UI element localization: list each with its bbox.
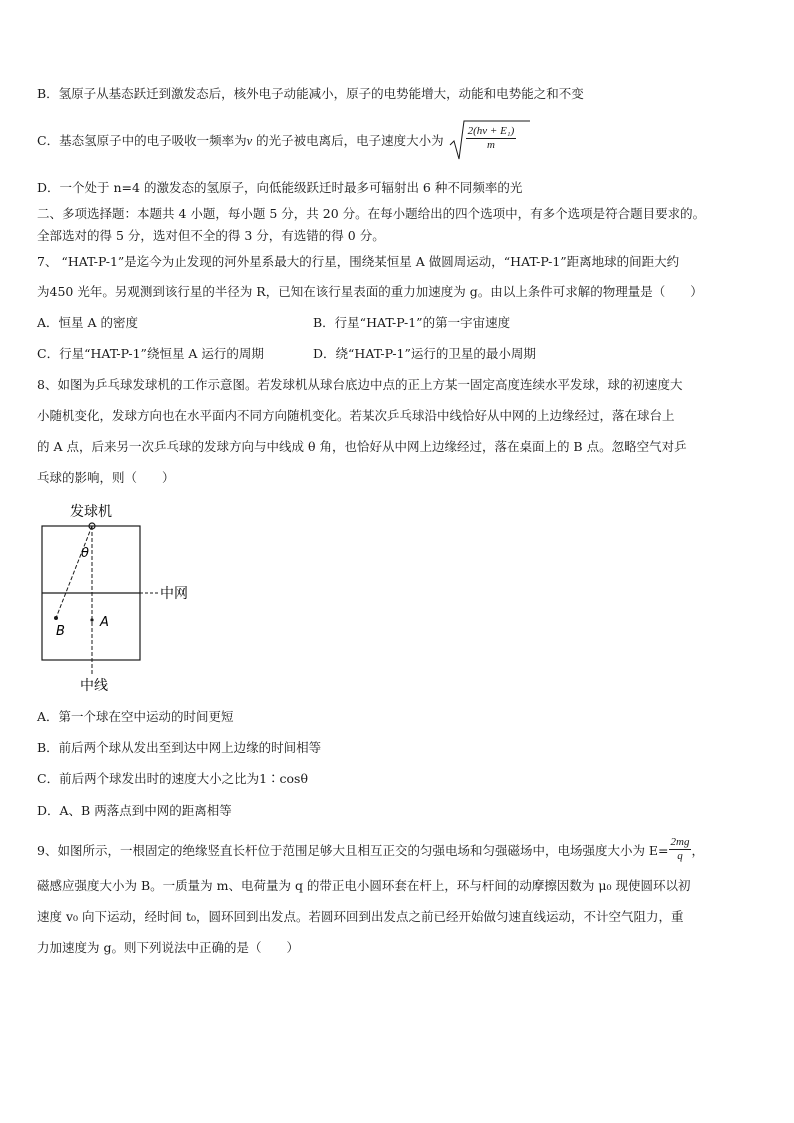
q8-option-c: C．前后两个球发出时的速度大小之比为1∶cosθ: [37, 771, 308, 786]
q6-option-c-formula: [448, 125, 517, 152]
q9-stem-line1-suffix: ，: [691, 843, 704, 858]
q6-formula-denominator: m: [486, 139, 495, 151]
q9-fraction-denominator: q: [677, 850, 683, 862]
q9-stem-line2: 磁感应强度大小为 B。一质量为 m、电荷量为 q 的带正电小圆环套在杆上，环与杆间的动摩擦因数为 μ₀ 现使圆环以初: [37, 878, 691, 893]
q7-options-row2: [37, 344, 536, 362]
q6-option-c-prefix: C．基态氢原子中的电子吸收一频率为: [37, 133, 247, 148]
q8-option-d: D．A、B 两落点到中网的距离相等: [37, 803, 232, 818]
q6-option-c: [37, 125, 516, 155]
q9-stem-line3: 速度 v₀ 向下运动，经时间 t₀，圆环回到出发点。若圆环回到出发点之前已经开始做匀速直线运动，不计空气阻力，重: [37, 909, 684, 924]
q7-options-row1: [37, 313, 510, 331]
q8-stem-line1: 8、如图为乒乓球发球机的工作示意图。若发球机从球台底边中点的正上方某一固定高度连续水平发球，球的初速度大: [37, 377, 683, 392]
q6-formula-numerator: 2(hν + E₁): [467, 125, 515, 137]
q9-stem-line1: [37, 838, 704, 865]
section2-line2: 全部选对的得 5 分，选对但不全的得 3 分，有选错的得 0 分。: [37, 228, 385, 243]
q8-option-b: B．前后两个球从发出至到达中网上边缘的时间相等: [37, 740, 322, 755]
q8-option-a: A．第一个球在空中运动的时间更短: [37, 709, 234, 724]
q8-stem-line2: 小随机变化，发球方向也在水平面内不同方向随机变化。若某次乒乓球沿中线恰好从中网的上边缘经过，落在球台上: [37, 408, 675, 423]
trajectory-b-dashed: [56, 526, 92, 618]
q8-stem-line4: 乓球的影响，则（ ）: [37, 470, 175, 485]
q7-option-b: B．行星“HAT-P-1”的第一宇宙速度: [313, 315, 511, 330]
q6-option-b: B．氢原子从基态跃迁到激发态后，核外电子动能减小，原子的电势能增大，动能和电势能之和不变: [37, 86, 584, 101]
section2-line1: 二、多项选择题：本题共 4 小题，每小题 5 分，共 20 分。在每小题给出的四个选项中，有多个选项是符合题目要求的。: [37, 206, 706, 221]
q7-option-c: C．行星“HAT-P-1”绕恒星 A 运行的周期: [37, 346, 264, 361]
theta-label: θ: [81, 546, 89, 561]
q6-option-d: D．一个处于 n=4 的激发态的氢原子，向低能级跃迁时最多可辐射出 6 种不同频率的光: [37, 180, 523, 195]
ping-pong-table-figure: [36, 498, 206, 694]
q9-field-fraction: [669, 836, 692, 863]
ball-machine-label: 发球机: [70, 504, 112, 520]
q7-stem-line1: 7、 “HAT-P-1”是迄今为止发现的河外星系最大的行星，围绕某恒星 A 做圆周运动，“HAT-P-1”距离地球的间距大约: [37, 254, 680, 269]
q7-stem-line2: 为450 光年。另观测到该行星的半径为 R，已知在该行星表面的重力加速度为 g。由以上条件可求解的物理量是（ ）: [37, 284, 703, 299]
q9-stem-line4: 力加速度为 g。则下列说法中正确的是（ ）: [37, 940, 299, 955]
point-b-label: B: [56, 624, 65, 639]
q8-stem-line3: 的 A 点，后来另一次乒乓球的发球方向与中线成 θ 角，也恰好从中网上边缘经过，落在桌面上的 B 点。忽略空气对乒: [37, 439, 687, 454]
q9-stem-line1-text: 9、如图所示，一根固定的绝缘竖直长杆位于范围足够大且相互正交的匀强电场和匀强磁场中，电场强度大小为 E=: [37, 843, 669, 858]
q7-option-a: A．恒星 A 的密度: [37, 315, 139, 330]
point-a-label: A: [100, 615, 109, 630]
q6-option-c-mid: 的光子被电离后，电子速度大小为: [252, 133, 444, 148]
q9-fraction-numerator: 2mg: [670, 836, 690, 848]
q6-option-c-nu: ν: [246, 134, 253, 148]
point-a-dot: [90, 618, 93, 621]
center-line-label: 中线: [80, 678, 108, 694]
q7-option-d: D．绕“HAT-P-1”运行的卫星的最小周期: [313, 346, 536, 361]
net-label: 中网: [160, 586, 188, 602]
sqrt-sign-icon: [448, 119, 532, 163]
point-b-dot: [54, 616, 58, 620]
